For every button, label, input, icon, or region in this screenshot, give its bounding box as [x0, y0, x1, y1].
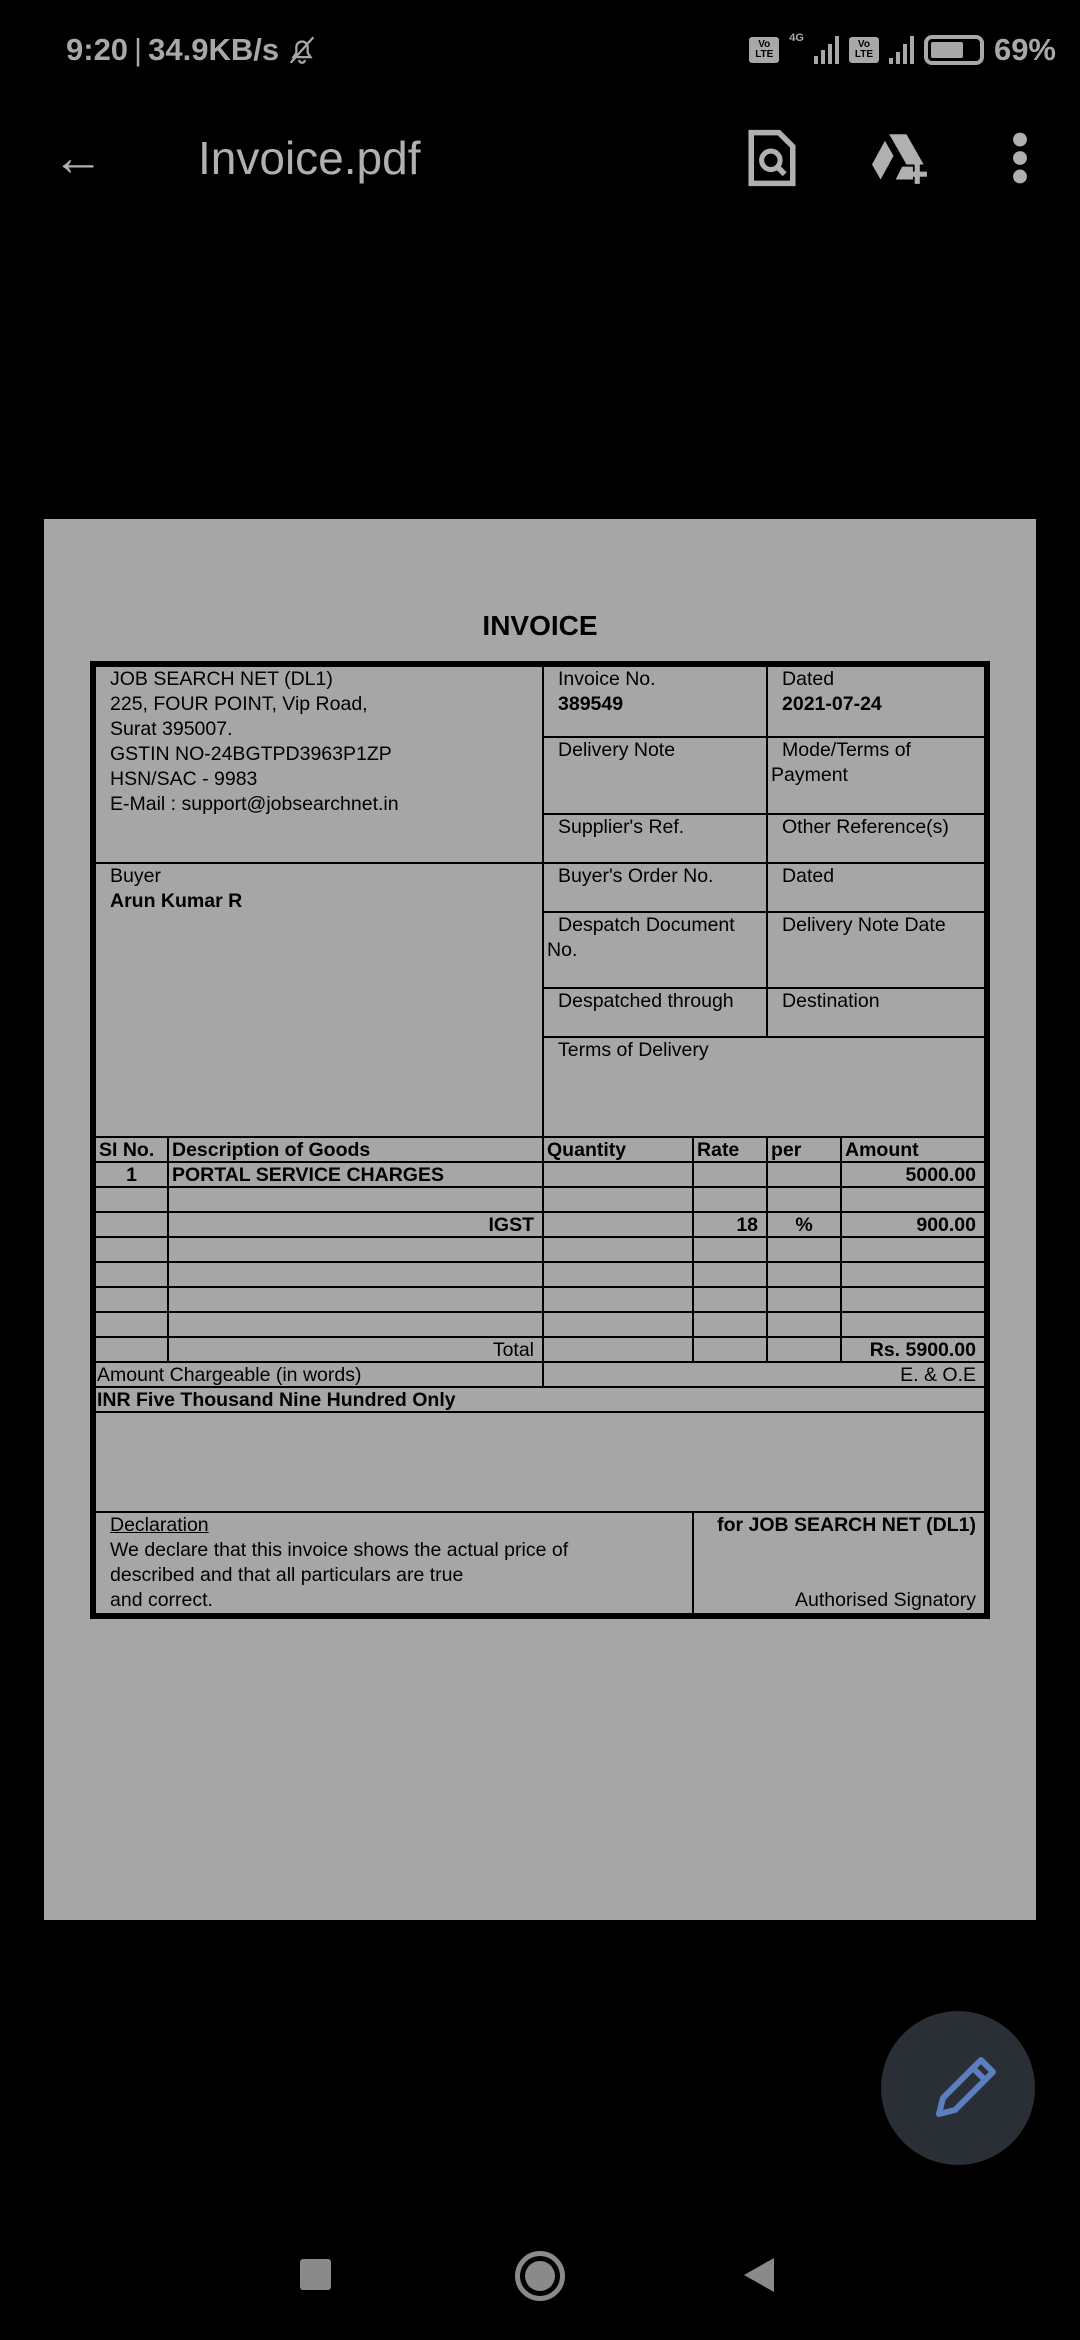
- add-to-drive-icon[interactable]: [872, 128, 928, 188]
- tax-row: [93, 1212, 987, 1237]
- delivery-note-date: Delivery Note Date: [767, 912, 987, 988]
- separator: |: [134, 32, 143, 67]
- item-description: PORTAL SERVICE CHARGES: [168, 1162, 543, 1187]
- table-row: [93, 1312, 987, 1337]
- seller-gstin: GSTIN NO-24BGTPD3963P1ZP: [110, 743, 392, 765]
- signal-icon-2: [889, 36, 914, 64]
- header-sl: SI No.: [93, 1137, 168, 1162]
- seller-email: E-Mail : support@jobsearchnet.in: [110, 793, 399, 815]
- invoice-no-cell: [543, 664, 767, 737]
- dated-label: Dated: [782, 668, 835, 690]
- mode-terms: [767, 737, 987, 814]
- for-company: for JOB SEARCH NET (DL1): [717, 1514, 977, 1536]
- buyers-order-no: Buyer's Order No.: [543, 863, 767, 912]
- tax-description: IGST: [168, 1212, 543, 1237]
- volte-icon-2: Vo LTE: [849, 37, 879, 63]
- despatch-doc-line1: Despatch Document: [558, 914, 735, 936]
- seller-name: JOB SEARCH NET (DL1): [110, 668, 333, 690]
- mode-terms-line1: Mode/Terms of: [782, 739, 911, 761]
- declaration-line3: and correct.: [110, 1589, 213, 1611]
- table-row: [93, 1287, 987, 1312]
- total-amount: Rs. 5900.00: [841, 1337, 987, 1362]
- amount-in-words: INR Five Thousand Nine Hundred Only: [93, 1387, 987, 1412]
- network-speed: 34.9KB/s: [148, 32, 280, 67]
- clock: 9:20: [66, 32, 129, 67]
- find-in-page-icon[interactable]: [744, 128, 800, 188]
- mode-terms-line2: Payment: [771, 764, 848, 786]
- invoice-no: 389549: [558, 693, 624, 715]
- header-per: per: [767, 1137, 841, 1162]
- dated-cell: [767, 664, 987, 737]
- authorised-signatory: Authorised Signatory: [794, 1589, 977, 1611]
- app-bar: [0, 120, 1080, 196]
- item-amount: 5000.00: [841, 1162, 987, 1187]
- header-rate: Rate: [693, 1137, 767, 1162]
- suppliers-ref: Supplier's Ref.: [543, 814, 767, 863]
- item-sl: 1: [93, 1162, 168, 1187]
- declaration-label: Declaration: [110, 1514, 209, 1536]
- nav-bar: [0, 2255, 1080, 2295]
- invoice-title: INVOICE: [482, 610, 598, 641]
- network-type: 4G: [789, 32, 804, 44]
- despatch-doc-line2: No.: [547, 939, 578, 961]
- seller-block: [93, 664, 543, 863]
- words-row: [93, 1362, 987, 1387]
- seller-hsn: HSN/SAC - 9983: [110, 768, 258, 790]
- declaration-block: [93, 1512, 693, 1616]
- despatch-document: [543, 912, 767, 988]
- tax-per: %: [767, 1212, 841, 1237]
- other-references: Other Reference(s): [767, 814, 987, 863]
- invoice-table: [90, 661, 990, 1619]
- buyer-label: Buyer: [110, 865, 161, 887]
- signal-icon: [814, 36, 839, 64]
- battery-percent: 69%: [993, 32, 1056, 67]
- more-vert-icon[interactable]: [1000, 128, 1040, 188]
- table-row: [93, 1237, 987, 1262]
- total-label: Total: [168, 1337, 543, 1362]
- table-row: [93, 1162, 987, 1187]
- seller-address: 225, FOUR POINT, Vip Road,: [110, 693, 368, 715]
- despatched-through: Despatched through: [543, 988, 767, 1037]
- invoice-no-label: Invoice No.: [558, 668, 656, 690]
- back-icon[interactable]: [740, 2255, 780, 2295]
- edit-fab-button[interactable]: [881, 2011, 1035, 2165]
- total-row: [93, 1337, 987, 1362]
- edit-pencil-icon: [881, 2011, 1035, 2165]
- invoice-date: 2021-07-24: [782, 693, 882, 715]
- eoe: E. & O.E: [543, 1362, 987, 1387]
- terms-of-delivery: Terms of Delivery: [543, 1037, 987, 1137]
- buyer-block: [93, 863, 543, 1137]
- battery-icon: [924, 35, 984, 65]
- header-amount: Amount: [841, 1137, 987, 1162]
- recents-icon[interactable]: [300, 2259, 331, 2290]
- volte-icon: Vo LTE: [749, 37, 779, 63]
- seller-city: Surat 395007.: [110, 718, 233, 740]
- document-title: Invoice.pdf: [198, 132, 421, 184]
- table-row: [93, 1187, 987, 1212]
- items-header: [93, 1137, 987, 1162]
- order-dated: Dated: [767, 863, 987, 912]
- signatory-block: [693, 1512, 987, 1616]
- words-value-row: [93, 1387, 987, 1412]
- header-description: Description of Goods: [168, 1137, 543, 1162]
- declaration-line2: described and that all particulars are true: [110, 1564, 464, 1586]
- delivery-note: Delivery Note: [543, 737, 767, 814]
- buyer-name: Arun Kumar R: [110, 890, 243, 912]
- declaration-line1: We declare that this invoice shows the actual price of: [110, 1539, 569, 1561]
- table-row: [93, 1262, 987, 1287]
- home-icon[interactable]: [515, 2251, 565, 2301]
- amount-in-words-label: Amount Chargeable (in words): [93, 1362, 543, 1387]
- blank-area: [93, 1412, 987, 1512]
- status-bar: [66, 28, 1056, 72]
- bell-off-icon: [285, 33, 319, 67]
- destination: Destination: [767, 988, 987, 1037]
- tax-amount: 900.00: [841, 1212, 987, 1237]
- tax-rate: 18: [693, 1212, 767, 1237]
- header-quantity: Quantity: [543, 1137, 693, 1162]
- back-arrow-icon[interactable]: ←: [52, 129, 104, 187]
